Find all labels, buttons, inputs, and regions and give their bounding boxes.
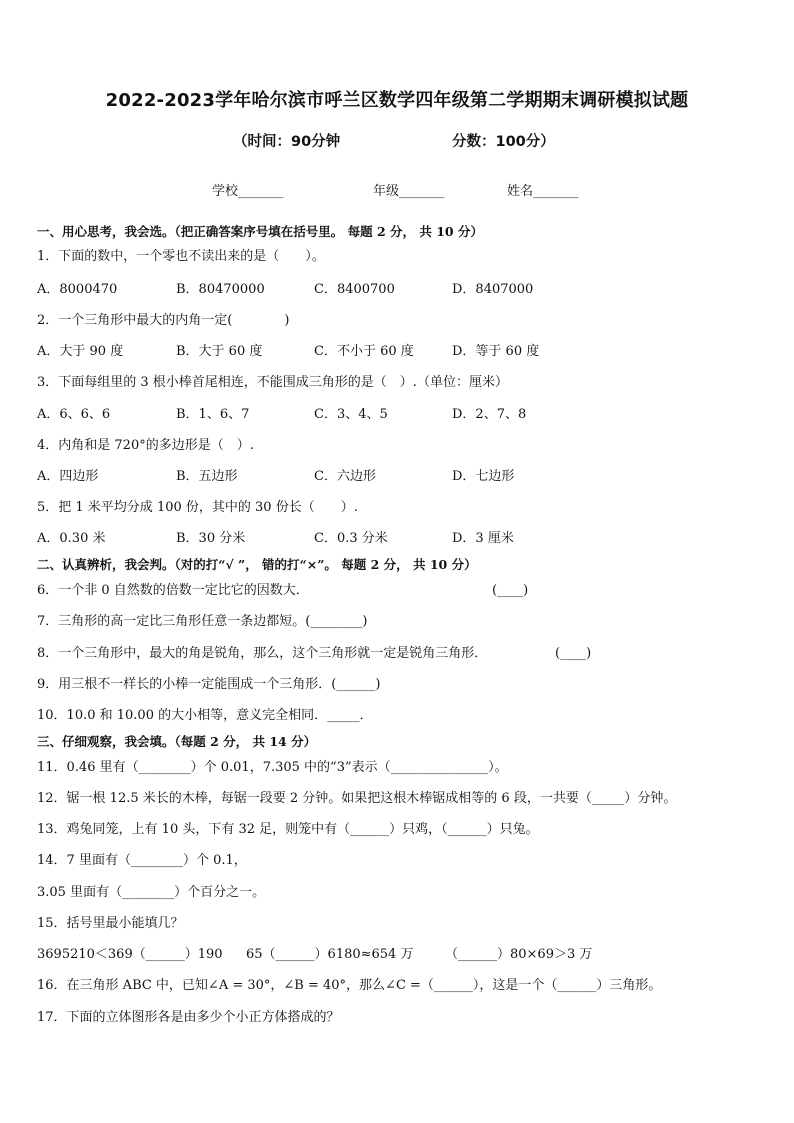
q3-option-d: D．2、7、8 xyxy=(452,407,527,422)
q4-option-a: A．四边形 xyxy=(37,469,99,484)
question-6: 6．一个非 0 自然数的倍数一定比它的因数大． xyxy=(37,583,309,598)
q2-option-a: A．大于 90 度 xyxy=(37,344,124,359)
q1-option-d: D．8407000 xyxy=(452,282,534,297)
q4-option-b: B．五边形 xyxy=(176,469,238,484)
q15-part-3: （______）80×69＞3 万 xyxy=(445,947,593,962)
q15-part-2: 65（______）6180≈654 万 xyxy=(246,947,414,962)
question-16: 16．在三角形 ABC 中，已知∠A = 30°，∠B = 40°，那么∠C =（______），这是一个（______）三角形。 xyxy=(37,978,662,993)
q5-option-b: B．30 分米 xyxy=(176,531,246,546)
q1-option-b: B．80470000 xyxy=(176,282,265,297)
question-17: 17．下面的立体图形各是由多少个小正方体搭成的？ xyxy=(37,1010,340,1025)
question-3: 3．下面每组里的 3 根小棒首尾相连，不能围成三角形的是（ ）.（单位：厘米） xyxy=(37,375,508,390)
section-2-heading: 二、认真辨析，我会判。（对的打“√ ”， 错的打“×”。 每题 2 分， 共 10 分） xyxy=(37,557,477,572)
q6-answer-blank: (____) xyxy=(492,583,529,598)
exam-time: （时间：90分钟 xyxy=(233,134,341,150)
q5-option-d: D．3 厘米 xyxy=(452,531,514,546)
question-14-part-b: 3.05 里面有（________）个百分之一。 xyxy=(37,885,266,900)
q3-option-a: A．6、6、6 xyxy=(37,407,111,422)
question-1: 1．下面的数中，一个零也不读出来的是（ ）。 xyxy=(37,249,325,264)
q5-option-a: A．0.30 米 xyxy=(37,531,106,546)
question-7: 7．三角形的高一定比三角形任意一条边都短。(________) xyxy=(37,614,368,629)
q15-part-1: 3695210＜369（______）190 xyxy=(37,947,223,962)
question-5: 5．把 1 米平均分成 100 份，其中的 30 份长（ ）. xyxy=(37,500,358,515)
question-2: 2．一个三角形中最大的内角一定( ) xyxy=(37,313,290,328)
q1-option-a: A．8000470 xyxy=(37,282,118,297)
question-13: 13．鸡兔同笼，上有 10 头，下有 32 足，则笼中有（______）只鸡，（______）只兔。 xyxy=(37,822,539,837)
section-3-heading: 三、仔细观察，我会填。（每题 2 分， 共 14 分） xyxy=(37,734,317,749)
school-field: 学校_______ xyxy=(212,184,284,199)
exam-title: 2022-2023学年哈尔滨市呼兰区数学四年级第二学期期末调研模拟试题 xyxy=(105,90,689,111)
question-12: 12．锯一根 12.5 米长的木棒，每锯一段要 2 分钟。如果把这根木棒锯成相等的 6 段，一共要（_____）分钟。 xyxy=(37,791,677,806)
q3-option-b: B．1、6、7 xyxy=(176,407,250,422)
q8-answer-blank: (____) xyxy=(555,646,592,661)
q4-option-d: D．七边形 xyxy=(452,469,515,484)
q1-option-c: C．8400700 xyxy=(314,282,395,297)
exam-score: 分数：100分） xyxy=(452,134,555,150)
q3-option-c: C．3、4、5 xyxy=(314,407,388,422)
question-9: 9．用三根不一样长的小棒一定能围成一个三角形．(______) xyxy=(37,677,381,692)
question-10: 10．10.0 和 10.00 的大小相等，意义完全相同．_____． xyxy=(37,708,373,723)
question-14: 14．7 里面有（________）个 0.1， xyxy=(37,853,247,868)
section-1-heading: 一、用心思考，我会选。（把正确答案序号填在括号里。 每题 2 分， 共 10 分） xyxy=(37,224,483,239)
q5-option-c: C．0.3 分米 xyxy=(314,531,388,546)
q2-option-b: B．大于 60 度 xyxy=(176,344,263,359)
q2-option-d: D．等于 60 度 xyxy=(452,344,540,359)
name-field: 姓名_______ xyxy=(507,184,579,199)
question-11: 11．0.46 里有（________）个 0.01，7.305 中的“3”表示（_______________）。 xyxy=(37,760,508,775)
question-8: 8．一个三角形中，最大的角是锐角，那么，这个三角形就一定是锐角三角形． xyxy=(37,646,488,661)
q4-option-c: C．六边形 xyxy=(314,469,376,484)
question-4: 4．内角和是 720°的多边形是（ ）. xyxy=(37,438,254,453)
question-15: 15．括号里最小能填几？ xyxy=(37,916,184,931)
grade-field: 年级_______ xyxy=(373,184,445,199)
q2-option-c: C．不小于 60 度 xyxy=(314,344,414,359)
